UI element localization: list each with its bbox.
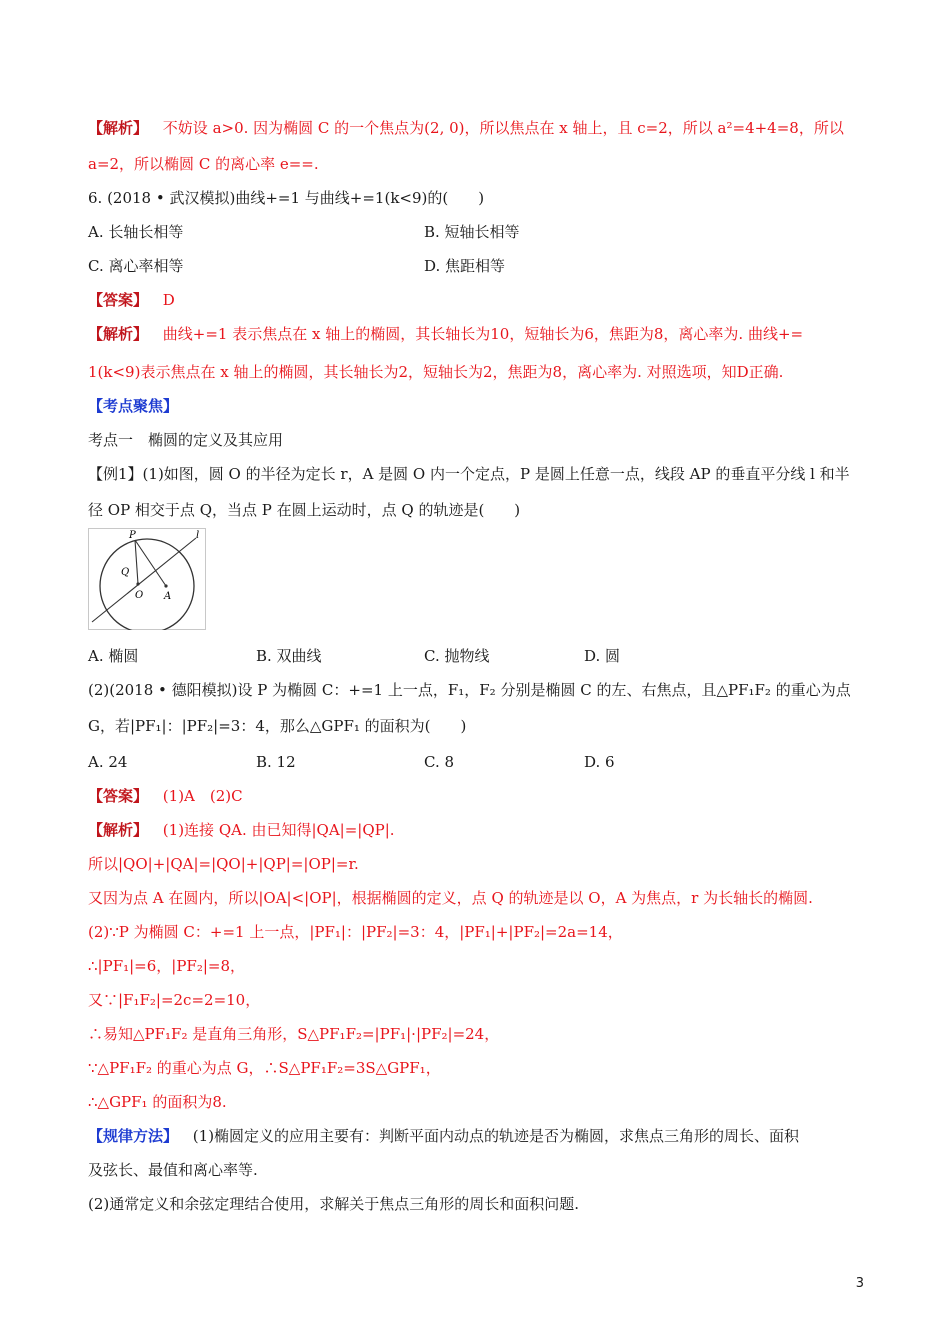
- analysis-line-2: a=2，所以椭圆 C 的离心率 e==.: [88, 155, 319, 173]
- ex1-option-d: D. 圆: [584, 647, 621, 665]
- page-number: 3: [855, 1276, 864, 1291]
- section-tag: 【考点聚焦】: [88, 397, 179, 415]
- ex1-analysis-line-2: 所以|QO|+|QA|=|QO|+|QP|=|OP|=r.: [88, 855, 359, 873]
- q6-option-a: A. 长轴长相等: [88, 223, 184, 241]
- question-6-stem: 6. (2018 • 武汉模拟)曲线+=1 与曲线+=1(k<9)的( ): [88, 189, 485, 207]
- q6-option-c: C. 离心率相等: [88, 257, 184, 275]
- answer-text: (1)A (2)C: [162, 787, 243, 805]
- q6-analysis-line-2: 1(k<9)表示焦点在 x 轴上的椭圆，其长轴长为2，短轴长为2，焦距为8，离心率为. 对照选项，知D正确.: [88, 363, 784, 381]
- method-tag: 【规律方法】: [88, 1127, 179, 1145]
- answer-tag: 【答案】: [88, 291, 149, 309]
- ex1-analysis-line-9: ∴△GPF₁ 的面积为8.: [88, 1093, 227, 1111]
- analysis-text: 曲线+=1 表示焦点在 x 轴上的椭圆，其长轴长为10，短轴长为6，焦距为8，离心率为. 曲线+=: [162, 325, 804, 343]
- method-text: (1)椭圆定义的应用主要有：判断平面内动点的轨迹是否为椭圆，求焦点三角形的周长、面积: [192, 1127, 800, 1145]
- ex1-analysis-line-1: [88, 820, 395, 840]
- method-line-3: (2)通常定义和余弦定理结合使用，求解关于焦点三角形的周长和面积问题.: [88, 1195, 580, 1213]
- label-l: l: [196, 530, 200, 541]
- analysis-line-1: [88, 118, 844, 138]
- example-1-line-2: 径 OP 相交于点 Q，当点 P 在圆上运动时，点 Q 的轨迹是( ): [88, 501, 521, 519]
- ex1-option-c: C. 抛物线: [424, 647, 490, 665]
- method-line-2: 及弦长、最值和离心率等.: [88, 1161, 258, 1179]
- ex1-option-a: A. 椭圆: [88, 647, 139, 665]
- ex1-p2-option-b: B. 12: [256, 753, 296, 771]
- ex1-analysis-line-4: (2)∵P 为椭圆 C：+=1 上一点，|PF₁|：|PF₂|=3：4，|PF₁|+|PF₂|=2a=14，: [88, 923, 623, 941]
- method-line-1: [88, 1126, 799, 1146]
- q6-option-b: B. 短轴长相等: [424, 223, 520, 241]
- label-p: P: [129, 530, 136, 541]
- ex1-analysis-line-7: ∴易知△PF₁F₂ 是直角三角形，S△PF₁F₂=|PF₁|·|PF₂|=24，: [88, 1025, 500, 1043]
- q6-answer-line: [88, 290, 175, 310]
- ex1-answer-line: [88, 786, 243, 806]
- label-q: Q: [121, 567, 130, 578]
- analysis-tag: 【解析】: [88, 119, 149, 137]
- analysis-text: 不妨设 a>0. 因为椭圆 C 的一个焦点为(2, 0)，所以焦点在 x 轴上，且 c=2，所以 a²=4+4=8，所以: [162, 119, 844, 137]
- label-o: O: [135, 590, 144, 601]
- answer-tag: 【答案】: [88, 787, 149, 805]
- q6-option-d: D. 焦距相等: [424, 257, 506, 275]
- circle-figure: [88, 528, 206, 630]
- q6-analysis-line-1: [88, 324, 803, 344]
- ex1-analysis-line-8: ∵△PF₁F₂ 的重心为点 G，∴S△PF₁F₂=3S△GPF₁，: [88, 1059, 441, 1077]
- answer-text: D: [162, 291, 175, 309]
- label-a: A: [164, 591, 172, 602]
- ex1-analysis-line-5: ∴|PF₁|=6，|PF₂|=8，: [88, 957, 246, 975]
- analysis-text: (1)连接 QA. 由已知得|QA|=|QP|.: [162, 821, 395, 839]
- ex1-p2-option-c: C. 8: [424, 753, 455, 771]
- ex1-analysis-line-3: 又因为点 A 在圆内，所以|OA|<|OP|，根据椭圆的定义，点 Q 的轨迹是以 O，A 为焦点，r 为长轴长的椭圆.: [88, 889, 813, 907]
- ex1-p2-option-a: A. 24: [88, 753, 128, 771]
- ex1-option-b: B. 双曲线: [256, 647, 322, 665]
- section-title: 考点一 椭圆的定义及其应用: [88, 431, 284, 449]
- analysis-tag: 【解析】: [88, 821, 149, 839]
- analysis-tag: 【解析】: [88, 325, 149, 343]
- ex1-part2-line-1: (2)(2018 • 德阳模拟)设 P 为椭圆 C：+=1 上一点，F₁，F₂ 分别是椭圆 C 的左、右焦点，且△PF₁F₂ 的重心为点: [88, 681, 851, 699]
- ex1-analysis-line-6: 又∵|F₁F₂|=2c=2=10，: [88, 991, 261, 1009]
- ex1-part2-line-2: G，若|PF₁|：|PF₂|=3：4，那么△GPF₁ 的面积为( ): [88, 717, 467, 735]
- example-1-line-1: 【例1】(1)如图，圆 O 的半径为定长 r，A 是圆 O 内一个定点，P 是圆上任意一点，线段 AP 的垂直平分线 l 和半: [88, 465, 850, 483]
- ex1-p2-option-d: D. 6: [584, 753, 615, 771]
